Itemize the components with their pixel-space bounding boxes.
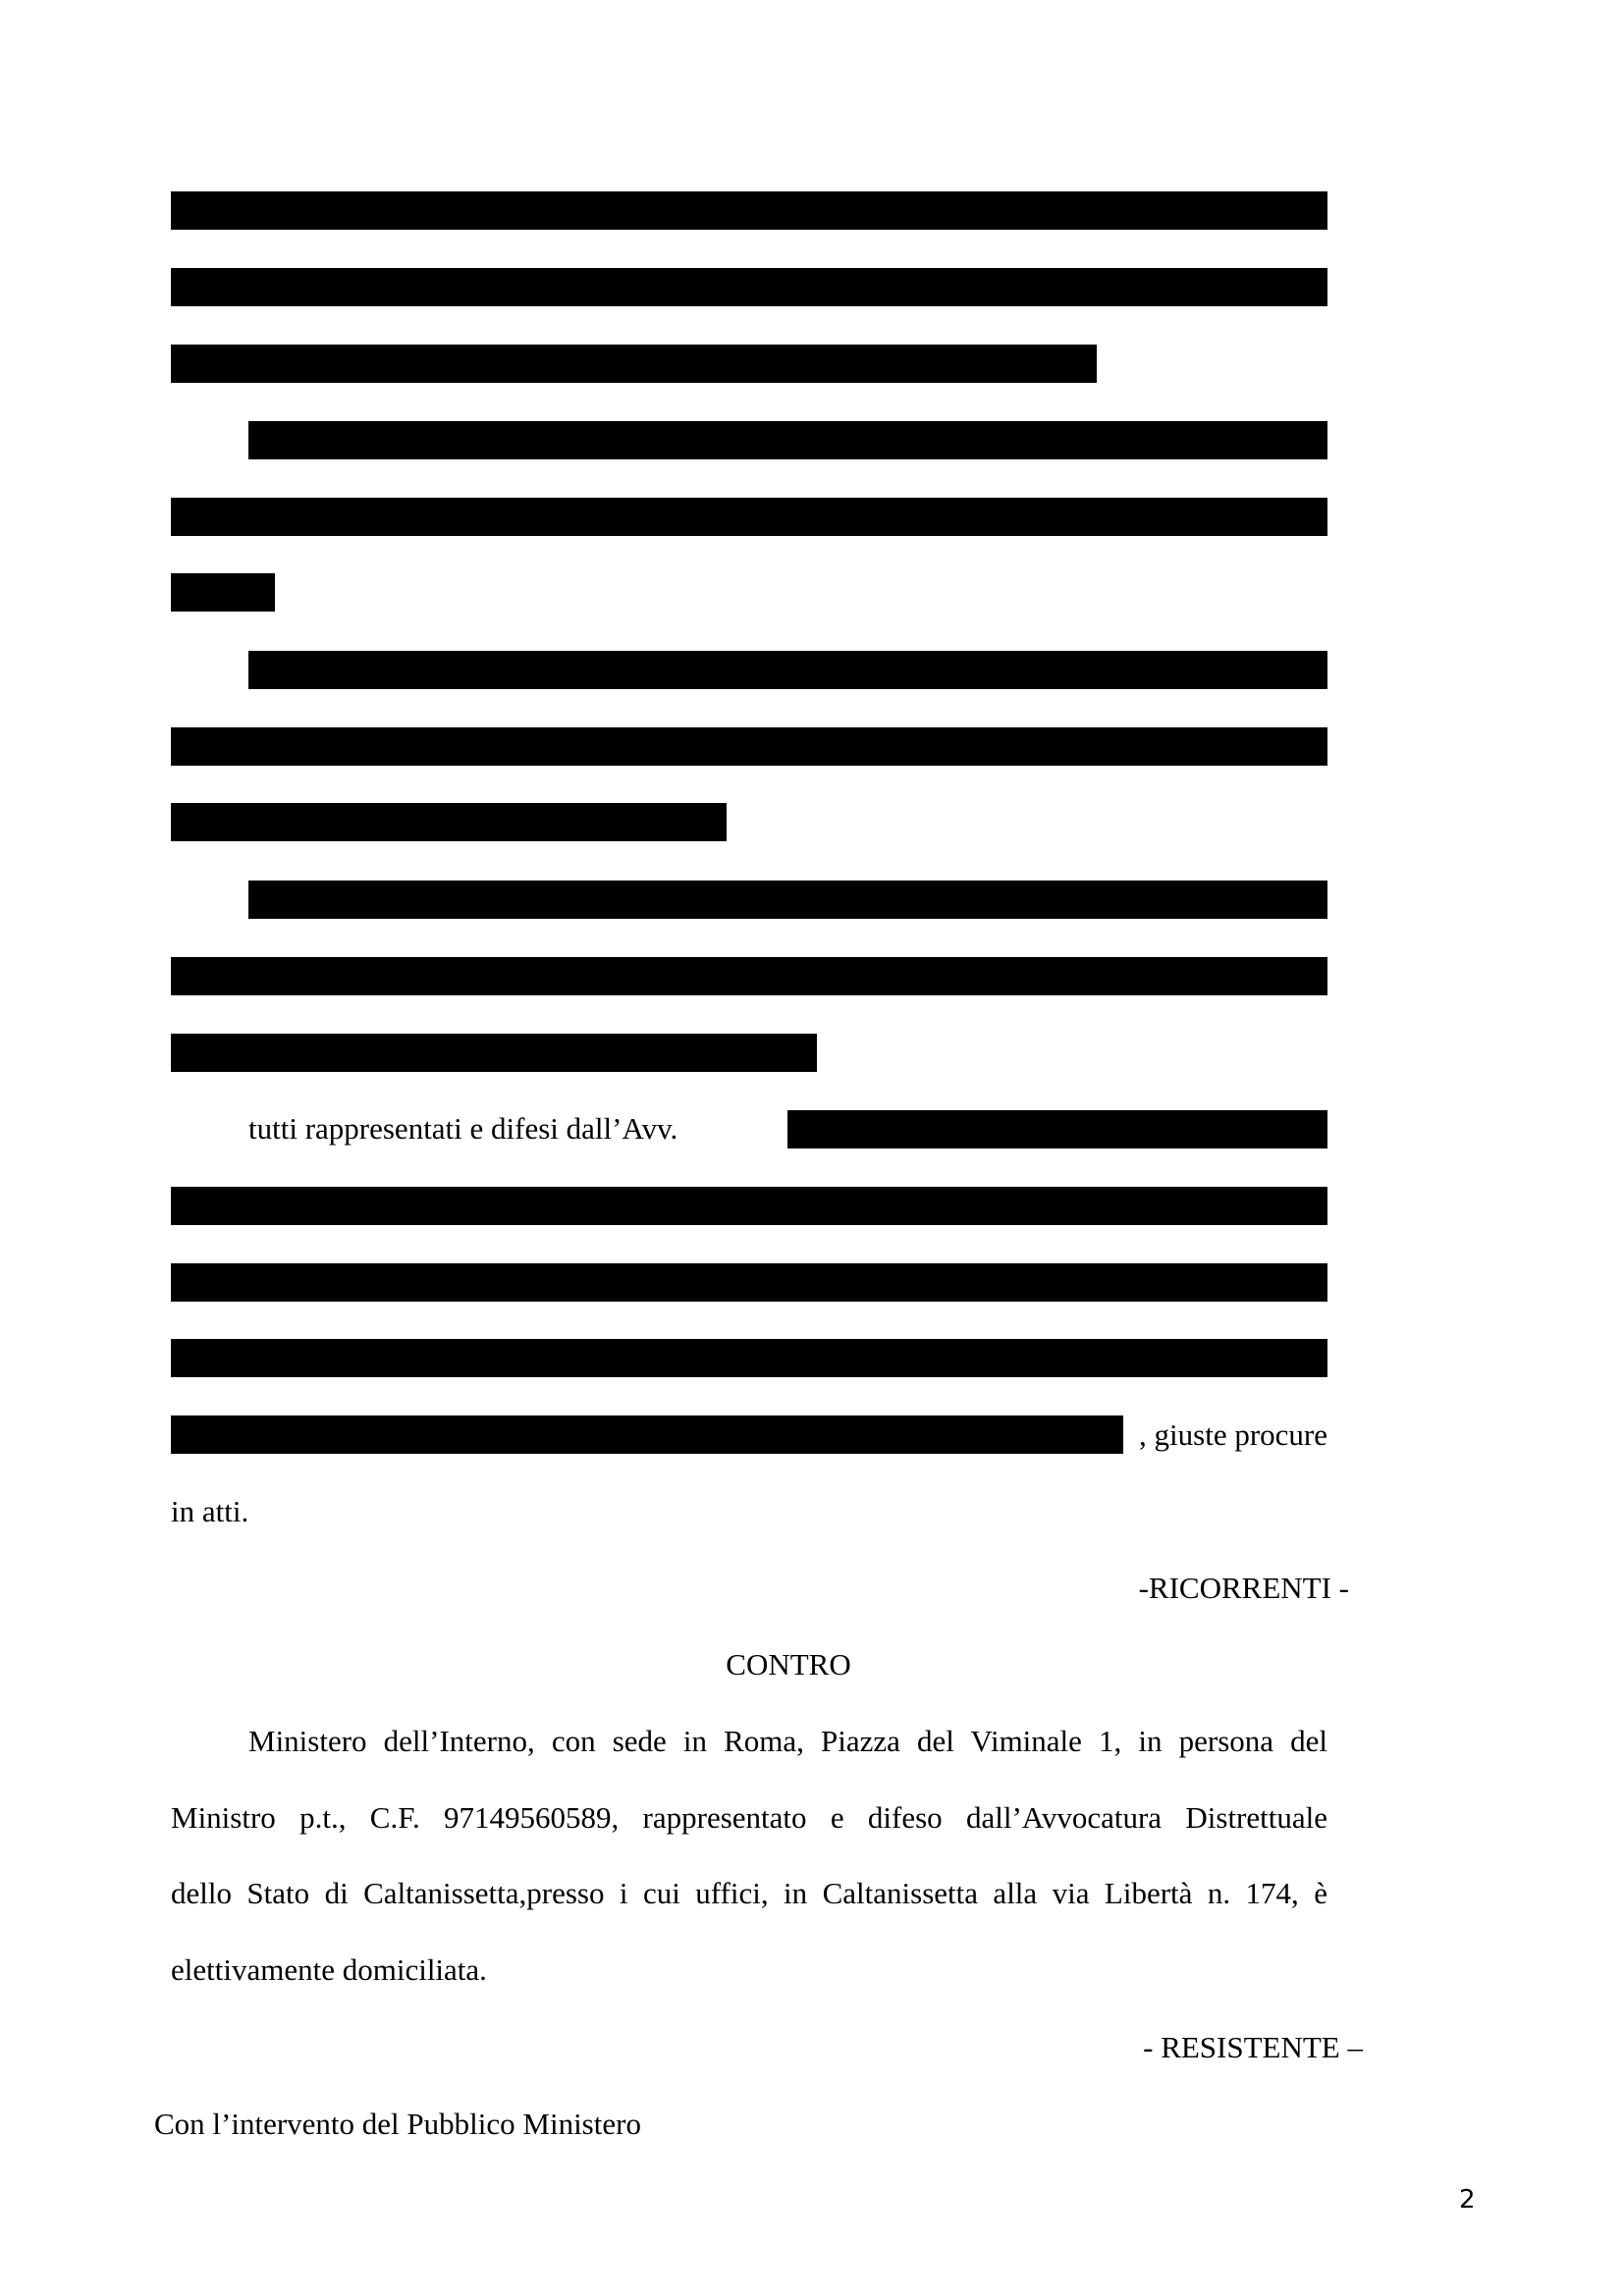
procure-text: , giuste procure: [1139, 1417, 1327, 1452]
redaction-bar: [787, 1110, 1327, 1148]
contro-heading: CONTRO: [726, 1647, 851, 1682]
ministero-line-2: Ministro p.t., C.F. 97149560589, rappresentato e difeso dall’Avvocatura Distrettuale: [171, 1800, 1327, 1835]
ministero-line-4: elettivamente domiciliata.: [171, 1952, 487, 1987]
redaction-bar: [171, 1415, 1123, 1454]
ministero-line-3: dello Stato di Caltanissetta,presso i cui uffici, in Caltanissetta alla via Libertà n. 174, è: [171, 1876, 1327, 1910]
ricorrenti-label: -RICORRENTI -: [1138, 1571, 1349, 1605]
counsel-text: tutti rappresentati e difesi dall’Avv.: [248, 1111, 678, 1146]
redaction-bar: [171, 1034, 817, 1072]
redaction-bar: [248, 421, 1327, 459]
redaction-bar: [248, 881, 1327, 919]
redaction-bar: [171, 573, 275, 612]
redaction-bar: [171, 268, 1327, 306]
in-atti-text: in atti.: [171, 1494, 249, 1528]
resistente-label: - RESISTENTE –: [1143, 2030, 1363, 2064]
intervento-text: Con l’intervento del Pubblico Ministero: [154, 2107, 641, 2141]
redaction-bar: [171, 498, 1327, 536]
redaction-bar: [171, 1339, 1327, 1377]
redaction-bar: [171, 345, 1097, 383]
redaction-bar: [248, 651, 1327, 689]
redaction-bar: [171, 1263, 1327, 1302]
redaction-bar: [171, 803, 727, 841]
redaction-bar: [171, 727, 1327, 766]
ministero-line-1: Ministero dell’Interno, con sede in Roma, Piazza del Viminale 1, in persona del: [248, 1724, 1327, 1758]
redaction-bar: [171, 1187, 1327, 1225]
redaction-bar: [171, 191, 1327, 230]
page-number: 2: [1459, 2185, 1476, 2215]
redaction-bar: [171, 957, 1327, 995]
